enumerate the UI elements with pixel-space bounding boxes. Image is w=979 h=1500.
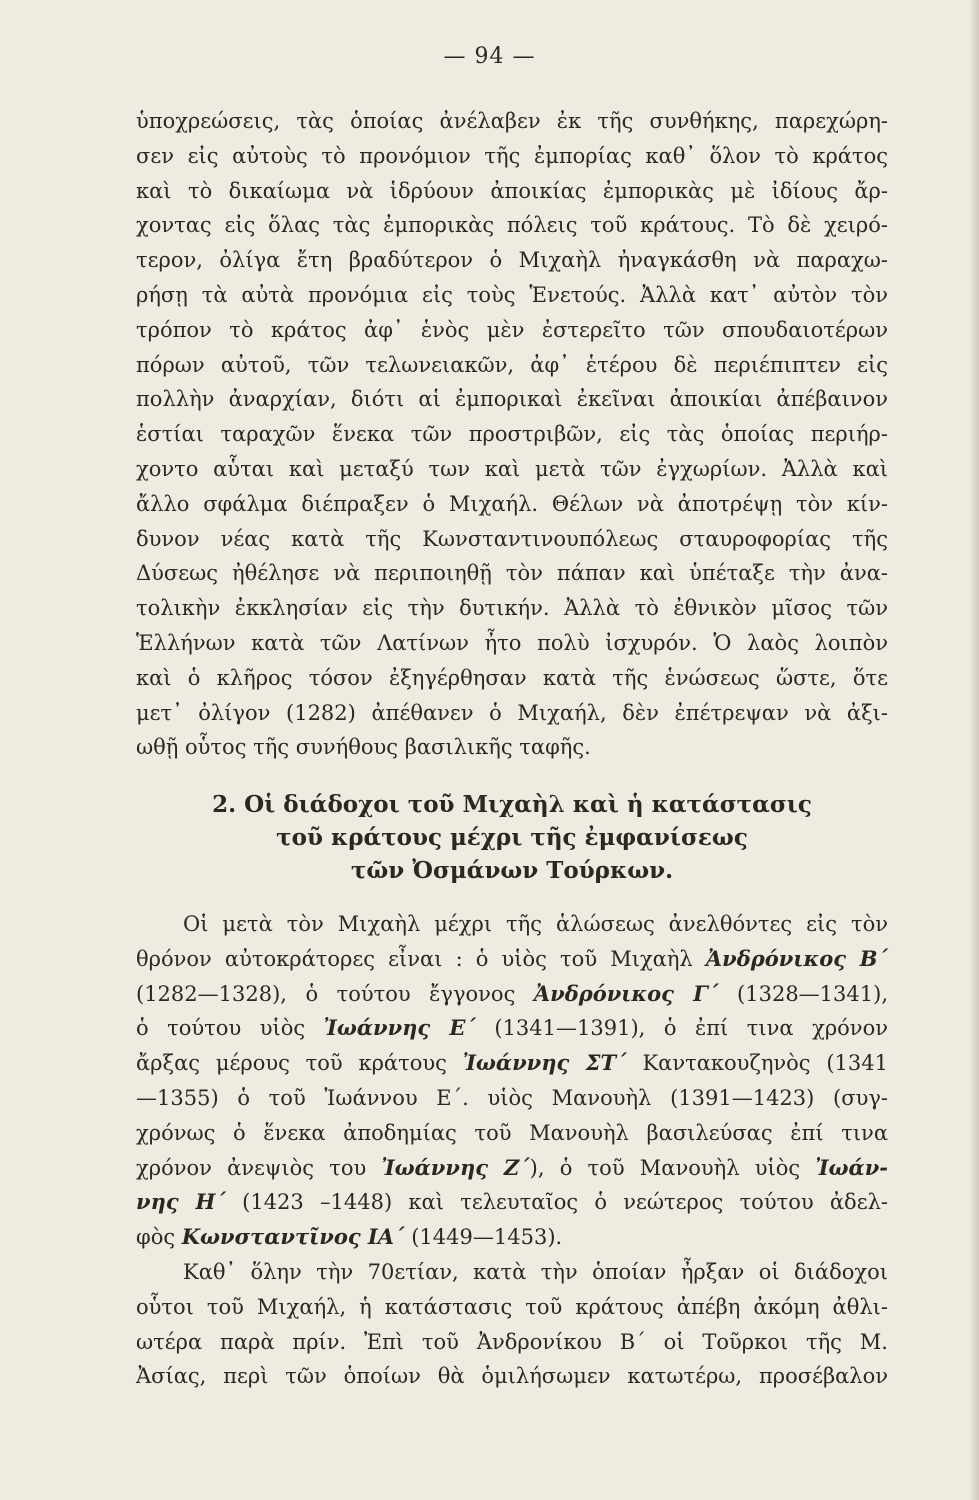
paragraph-1 <box>136 104 888 765</box>
text-line: Ἀσίας, περὶ τῶν ὁποίων θὰ ὁμιλήσωμεν κατωτέρω, προσέβαλον <box>136 1364 888 1389</box>
heading-line: τοῦ κράτους μέχρι τῆς ἐμφανίσεως <box>276 824 748 851</box>
emperor-name: Ἰωάννης ΣΤ΄ <box>462 1050 627 1076</box>
text-line: ρήσῃ τὰ αὐτὰ προνόμια εἰς τοὺς Ἑνετούς. Ἀλλὰ κατ᾽ αὐτὸν τὸν <box>136 282 888 307</box>
text-line <box>136 1151 888 1186</box>
section-heading <box>136 788 888 887</box>
text-line: καὶ τὸ δικαίωμα νὰ ἱδρύουν ἀποικίας ἐμπορικὰς μὲ ἰδίους ἄρ- <box>136 178 888 203</box>
text-line: καὶ ὁ κλῆρος τόσον ἐξηγέρθησαν κατὰ τῆς ἑνώσεως ὥστε, ὅτε <box>136 665 888 690</box>
emperor-name: Ἀνδρόνικος Β΄ <box>705 945 888 971</box>
text-line: χοντο αὗται καὶ μεταξύ των καὶ μετὰ τῶν ἐγχωρίων. Ἀλλὰ καὶ <box>136 456 888 481</box>
heading-line: τῶν Ὀσμάνων Τούρκων. <box>350 857 674 884</box>
text-run: ὁ τούτου υἱὸς <box>136 1016 306 1041</box>
text-line <box>136 1185 888 1220</box>
text-line <box>136 1046 888 1081</box>
text-line: Ἑλλήνων κατὰ τῶν Λατίνων ἦτο πολὺ ἰσχυρόν. Ὁ λαὸς λοιπὸν <box>136 630 888 655</box>
paragraph-2 <box>136 907 888 1255</box>
text-run: (1449—1453). <box>411 1225 563 1250</box>
text-line: Δύσεως ἠθέλησε νὰ περιποιηθῇ τὸν πάπαν καὶ ὑπέταξε τὴν ἀνα- <box>136 561 888 586</box>
text-line: πολλὴν ἀναρχίαν, διότι αἱ ἐμπορικαὶ ἐκεῖναι ἀποικίαι ἀπέβαινον <box>136 387 888 412</box>
text-run: χρόνον ἀνεψιὸς του <box>136 1155 367 1180</box>
text-line: δυνον νέας κατὰ τῆς Κωνσταντινουπόλεως σταυροφορίας τῆς <box>136 526 888 551</box>
text-run: (1423 –1448) καὶ τελευταῖος ὁ νεώτερος τούτου ἀδελ- <box>242 1190 888 1215</box>
page-edge-shadow <box>969 0 979 1500</box>
text-line: ωτέρα παρὰ πρίν. Ἐπὶ τοῦ Ἀνδρονίκου Β΄ οἱ Τοῦρκοι τῆς Μ. <box>136 1329 888 1354</box>
text-run: ἄρξας μέρους τοῦ κράτους <box>136 1051 447 1076</box>
text-line <box>136 977 888 1012</box>
text-line: Καθ᾽ ὅλην τὴν 70ετίαν, κατὰ τὴν ὁποίαν ἦρξαν οἱ διάδοχοι <box>183 1260 888 1284</box>
text-line: μετ᾽ ὀλίγον (1282) ἀπέθανεν ὁ Μιχαήλ, δὲν ἐπέτρεψαν νὰ ἀξι- <box>136 700 888 725</box>
text-run: (1282—1328), ὁ τούτου ἔγγονος <box>136 981 516 1006</box>
text-run: (1328—1341), <box>737 981 888 1006</box>
page-number: — 94 — <box>443 44 536 69</box>
text-line: τερον, ὀλίγα ἔτη βραδύτερον ὁ Μιχαὴλ ἠναγκάσθη νὰ παραχω- <box>136 248 888 273</box>
text-line: Οἱ μετὰ τὸν Μιχαὴλ μέχρι τῆς ἁλώσεως ἀνελθόντες εἰς τὸν <box>183 912 888 936</box>
text-line: ἑστίαι ταραχῶν ἕνεκα τῶν προστριβῶν, εἰς τὰς ὁποίας περιήρ- <box>136 422 888 447</box>
text-line: πόρων αὐτοῦ, τῶν τελωνειακῶν, ἀφ᾽ ἑτέρου δὲ περιέπιπτεν εἰς <box>136 352 888 377</box>
text-line <box>136 1220 888 1255</box>
emperor-name: Ἰωάννης Ε΄ <box>323 1015 476 1041</box>
emperor-name: νης Η΄ <box>136 1189 226 1215</box>
text-run: ), ὁ τοῦ Μανουὴλ υἱὸς <box>529 1155 801 1180</box>
text-line: χρόνως ὁ ἕνεκα ἀποδημίας τοῦ Μανουὴλ βασιλεύσας ἐπί τινα <box>136 1120 888 1145</box>
emperor-name: Ἀνδρόνικος Γ΄ <box>533 980 719 1006</box>
text-line <box>136 942 888 977</box>
text-line: οὗτοι τοῦ Μιχαήλ, ἡ κατάστασις τοῦ κράτους ἀπέβη ἀκόμη ἀθλι- <box>136 1294 888 1319</box>
text-line <box>136 1011 888 1046</box>
heading-line: 2. Οἱ διάδοχοι τοῦ Μιχαὴλ καὶ ἡ κατάστασις <box>212 791 812 818</box>
text-line: ωθῇ οὗτος τῆς συνήθους βασιλικῆς ταφῆς. <box>136 735 591 760</box>
paragraph-3 <box>136 1255 888 1394</box>
text-line: χοντας εἰς ὅλας τὰς ἐμπορικὰς πόλεις τοῦ κράτους. Τὸ δὲ χειρό- <box>136 213 888 238</box>
text-line: ἄλλο σφάλμα διέπραξεν ὁ Μιχαήλ. Θέλων νὰ ἀποτρέψῃ τὸν κίν- <box>136 491 888 516</box>
text-line: τρόπον τὸ κράτος ἀφ᾽ ἑνὸς μὲν ἐστερεῖτο τῶν σπουδαιοτέρων <box>136 317 888 342</box>
text-run: φὸς <box>136 1225 176 1250</box>
text-run: (1341—1391), ὁ ἐπί τινα χρόνον <box>494 1016 888 1041</box>
text-line: ὑποχρεώσεις, τὰς ὁποίας ἀνέλαβεν ἐκ τῆς συνθήκης, παρεχώρη- <box>136 109 888 133</box>
text-run: θρόνον αὐτοκράτορες εἶναι : ὁ υἱὸς τοῦ Μιχαὴλ <box>136 946 693 971</box>
emperor-name: Ἰωάν- <box>815 1154 888 1180</box>
emperor-name: Κωνσταντῖνος ΙΑ΄ <box>181 1224 405 1250</box>
text-line: τολικὴν ἐκκλησίαν εἰς τὴν δυτικήν. Ἀλλὰ τὸ ἐθνικὸν μῖσος τῶν <box>136 596 888 621</box>
text-line: σεν εἰς αὐτοὺς τὸ προνόμιον τῆς ἐμπορίας καθ᾽ ὅλον τὸ κράτος <box>136 143 888 168</box>
text-run: Καντακουζηνὸς (1341 <box>642 1051 888 1076</box>
text-line: —1355) ὁ τοῦ Ἰωάννου Ε΄. υἱὸς Μανουὴλ (1391—1423) (συγ- <box>136 1085 888 1110</box>
emperor-name: Ἰωάννης Ζ΄ <box>381 1154 530 1180</box>
